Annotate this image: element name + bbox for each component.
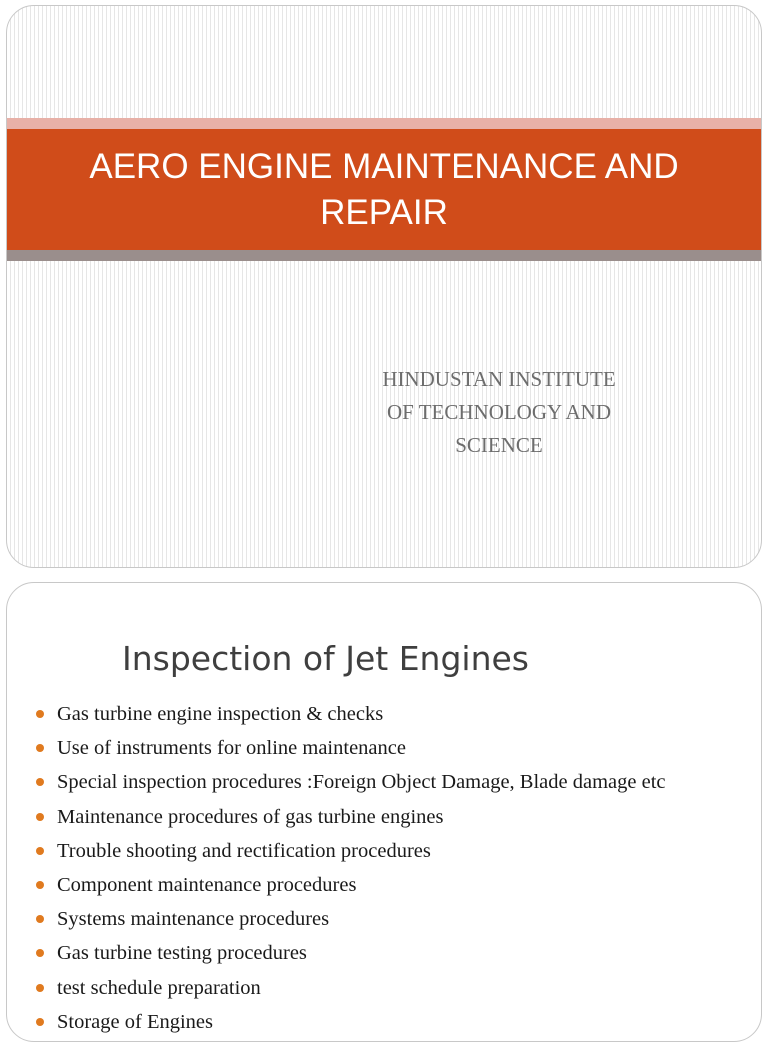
slide-heading: Inspection of Jet Engines (122, 639, 529, 678)
list-item (7, 936, 761, 970)
bullet-dot-icon (36, 881, 44, 889)
bullet-dot-icon (36, 847, 44, 855)
bullet-dot-icon (36, 744, 44, 752)
list-item (7, 834, 761, 868)
list-item-text: Storage of Engines (57, 1010, 213, 1033)
subtitle-line: SCIENCE (455, 433, 543, 457)
list-item (7, 971, 761, 1005)
list-item (7, 800, 761, 834)
list-item-text: Trouble shooting and rectification procedures (57, 839, 431, 862)
list-item-text: Use of instruments for online maintenance (57, 737, 406, 760)
bullet-dot-icon (36, 984, 44, 992)
content-slide (6, 582, 762, 1042)
list-item (7, 1005, 761, 1039)
list-item (7, 868, 761, 902)
title-band (7, 129, 761, 250)
bullet-dot-icon (36, 778, 44, 786)
list-item-text: test schedule preparation (57, 976, 261, 999)
subtitle-line: HINDUSTAN INSTITUTE (382, 367, 616, 391)
list-item (7, 697, 761, 731)
bullet-dot-icon (36, 949, 44, 957)
bullet-dot-icon (36, 1018, 44, 1026)
list-item (7, 765, 761, 799)
slide-title: AERO ENGINE MAINTENANCE AND REPAIR (89, 146, 679, 232)
list-item-text: Component maintenance procedures (57, 873, 357, 896)
list-item-text: Systems maintenance procedures (57, 908, 330, 931)
list-item-text: Maintenance procedures of gas turbine engines (57, 805, 444, 828)
title-band-bottom-stripe (7, 250, 761, 261)
subtitle-line: OF TECHNOLOGY AND (386, 400, 611, 424)
bullet-dot-icon (36, 710, 44, 718)
title-slide (6, 5, 762, 568)
list-item-text: Special inspection procedures :Foreign Object Damage, Blade damage etc (57, 771, 666, 794)
list-item-text: Gas turbine engine inspection & checks (57, 703, 384, 725)
list-item-text: Gas turbine testing procedures (57, 942, 307, 965)
slide-subtitle (337, 363, 661, 462)
list-item (7, 731, 761, 765)
bullet-dot-icon (36, 915, 44, 923)
title-band-top-stripe (7, 118, 761, 129)
bullet-list (7, 697, 761, 1039)
list-item (7, 902, 761, 936)
bullet-dot-icon (36, 813, 44, 821)
